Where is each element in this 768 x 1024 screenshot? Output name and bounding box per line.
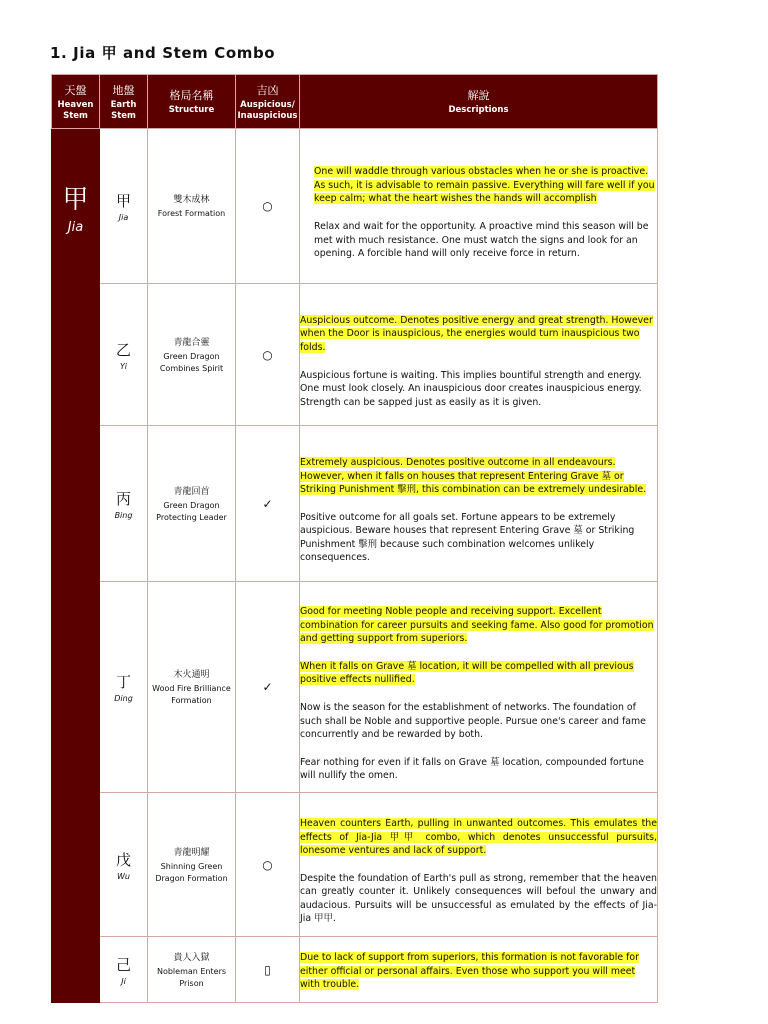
- description-highlight: Good for meeting Noble people and receiving support. Excellent combination for career pursuits and seeking fame. Also good for promotion and getting support from superiors.: [300, 606, 654, 645]
- earth-stem-pinyin: Jia: [118, 213, 129, 222]
- structure-en: Shinning Green Dragon Formation: [155, 861, 228, 883]
- structure-cell: [148, 426, 236, 582]
- header-auspicious-en: Auspicious/ Inauspicious: [237, 99, 298, 121]
- header-heaven-en: Heaven Stem: [57, 99, 94, 121]
- header-desc-en: Descriptions: [448, 105, 509, 115]
- earth-stem-char: 乙: [115, 340, 131, 359]
- description-plain: Fear nothing for even if it falls on Grave 墓 location, compounded fortune will nullify the omen.: [300, 756, 644, 782]
- table-row: [52, 426, 658, 582]
- description-highlight: Auspicious outcome. Denotes positive energy and great strength. However when the Door is inauspicious, the energies would turn inauspicious two folds.: [300, 314, 653, 353]
- earth-stem-pinyin: Yi: [120, 361, 127, 371]
- earth-stem-cell: [100, 582, 148, 793]
- description-cell: [300, 426, 658, 582]
- header-earth-stem: [100, 75, 148, 129]
- description-plain: Relax and wait for the opportunity. A proactive mind this season will be met with much resistance. One must watch the signs and look for an opening. A forcible hand will only receive force in return.: [314, 221, 649, 260]
- description-cell: [300, 129, 658, 284]
- description-cell: [300, 582, 658, 793]
- header-descriptions: [300, 75, 658, 129]
- description-cell: [300, 284, 658, 426]
- earth-stem-cell: [100, 937, 148, 1003]
- header-structure: [148, 75, 236, 129]
- structure-en: Green Dragon Protecting Leader: [156, 500, 227, 522]
- heaven-stem-char: 甲: [62, 185, 89, 215]
- description-highlight: When it falls on Grave 墓 location, it will be compelled with all previous positive effects nullified.: [300, 660, 634, 686]
- table-row: [52, 129, 658, 284]
- structure-cell: [148, 129, 236, 284]
- description-plain: Positive outcome for all goals set. Fortune appears to be extremely auspicious. Beware houses that represent Entering Grave 墓 or Striking Punishment 擊刑 because such combination welcomes unlikely consequences.: [300, 511, 635, 564]
- description-highlight: Extremely auspicious. Denotes positive outcome in all endeavours. However, when it falls on houses that represent Entering Grave 墓 or Striking Punishment 擊刑, this combination can be extremely undesirable.: [300, 456, 647, 496]
- heaven-stem-cell: [52, 129, 100, 1003]
- structure-zh: 青龍回首: [173, 486, 210, 497]
- structure-cell: [148, 284, 236, 426]
- header-auspicious-zh: 吉凶: [256, 83, 279, 97]
- header-desc-zh: 解說: [467, 89, 490, 102]
- header-heaven-stem: [52, 75, 100, 129]
- structure-zh: 木火通明: [173, 670, 210, 680]
- earth-stem-char: 丙: [115, 489, 131, 508]
- earth-stem-cell: [100, 284, 148, 426]
- table-row: [52, 793, 658, 937]
- structure-en: Forest Formation: [157, 209, 226, 218]
- auspicious-symbol: ▯: [236, 937, 300, 1003]
- structure-cell: [148, 793, 236, 937]
- combo-table: [51, 74, 658, 1003]
- structure-zh: 貴人入獄: [173, 952, 210, 963]
- table-row: [52, 284, 658, 426]
- header-row: [52, 75, 658, 129]
- earth-stem-char: 甲: [115, 192, 131, 210]
- earth-stem-pinyin: Ding: [114, 694, 133, 703]
- earth-stem-cell: [100, 129, 148, 284]
- description-cell: [300, 937, 658, 1003]
- page-title: 1. Jia 甲 and Stem Combo: [50, 44, 276, 62]
- description-highlight: One will waddle through various obstacles when he or she is proactive. As such, it is advisable to remain passive. Everything will fare well if you keep calm; what the heart wishes the hands will accomplish: [314, 166, 655, 205]
- earth-stem-char: 戊: [115, 850, 131, 869]
- structure-zh: 雙木成林: [173, 195, 210, 205]
- structure-en: Green Dragon Combines Spirit: [159, 351, 224, 373]
- header-auspicious: [236, 75, 300, 129]
- header-heaven-zh: 天盤: [64, 83, 87, 97]
- earth-stem-pinyin: Wu: [117, 871, 130, 881]
- description-highlight: Heaven counters Earth, pulling in unwanted outcomes. This emulates the effects of Jia-Jia 甲甲 combo, which denotes unsuccessful pursuits, lonesome ventures and lack of support.: [300, 817, 657, 857]
- heaven-stem-pinyin: Jia: [67, 220, 84, 235]
- auspicious-symbol: ○: [236, 793, 300, 937]
- description-plain: Despite the foundation of Earth's pull as strong, remember that the heaven can greatly counter it. Unlikely consequences will befoul the unwary and audacious. Pursuits will be unsuccessful as emulated by the effects of Jia-Jia 甲甲.: [300, 872, 657, 925]
- header-structure-zh: 格局名稱: [169, 89, 214, 102]
- structure-zh: 青龍合靈: [173, 337, 210, 348]
- header-earth-zh: 地盤: [112, 83, 135, 97]
- description-plain: Now is the season for the establishment of networks. The foundation of such shall be Noble and supportive people. Pursue one's career and fame concurrently and be rewarded by both.: [300, 702, 646, 741]
- table-row: [52, 937, 658, 1003]
- auspicious-symbol: ✓: [236, 582, 300, 793]
- structure-cell: [148, 582, 236, 793]
- earth-stem-cell: [100, 426, 148, 582]
- auspicious-symbol: ✓: [236, 426, 300, 582]
- earth-stem-pinyin: Bing: [114, 510, 133, 520]
- earth-stem-char: 己: [115, 955, 131, 974]
- structure-cell: [148, 937, 236, 1003]
- header-structure-en: Structure: [168, 105, 215, 115]
- earth-stem-pinyin: Ji: [121, 976, 126, 986]
- description-cell: [300, 793, 658, 937]
- description-highlight: Due to lack of support from superiors, this formation is not favorable for either official or personal affairs. Even those who support you will meet with trouble.: [300, 952, 639, 991]
- structure-zh: 青龍明耀: [173, 847, 210, 858]
- earth-stem-cell: [100, 793, 148, 937]
- table-row: [52, 582, 658, 793]
- earth-stem-char: 丁: [115, 673, 131, 691]
- auspicious-symbol: ○: [236, 129, 300, 284]
- structure-en: Wood Fire Brilliance Formation: [152, 684, 231, 705]
- description-plain: Auspicious fortune is waiting. This implies bountiful strength and energy. One must look closely. An inauspicious door creates inauspicious energy. Strength can be sapped just as easily as it is given.: [300, 369, 642, 408]
- header-earth-en: Earth Stem: [110, 99, 137, 121]
- auspicious-symbol: ○: [236, 284, 300, 426]
- structure-en: Nobleman Enters Prison: [156, 966, 227, 988]
